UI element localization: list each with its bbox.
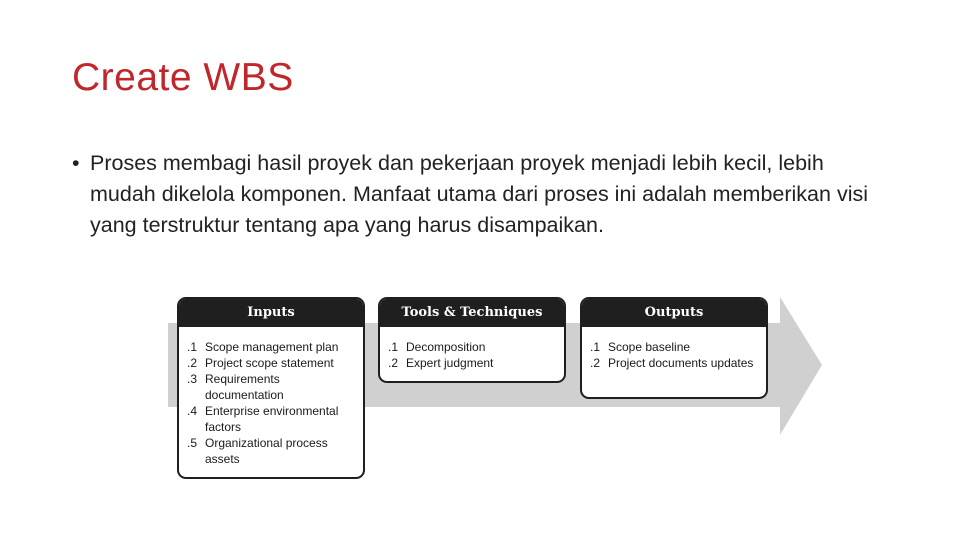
item-label: Organizational process assets [205,436,328,466]
item-label: Project scope statement [205,356,334,370]
tools-list-item [388,339,560,355]
outputs-header: Outputs [582,299,766,327]
inputs-list-item [187,435,359,467]
item-number: .1 [187,340,198,354]
item-number: .3 [187,372,198,386]
item-number: .4 [187,404,198,418]
item-label: Scope management plan [205,340,339,354]
slide-title: Create WBS [72,56,294,99]
item-label: Decomposition [406,340,486,354]
item-number: .2 [388,356,399,370]
tools-techniques-list [380,327,564,377]
item-number: .1 [388,340,399,354]
item-number: .1 [590,340,601,354]
inputs-list-item [187,403,359,435]
outputs-list [582,327,766,377]
item-number: .5 [187,436,198,450]
inputs-list-item [187,339,359,355]
bullet-marker: • [72,151,80,175]
tools-techniques-box [378,297,566,383]
inputs-list-item [187,355,359,371]
tools-techniques-header: Tools & Techniques [380,299,564,327]
inputs-header: Inputs [179,299,363,327]
inputs-list [179,327,363,473]
outputs-list-item [590,339,762,355]
item-label: Expert judgment [406,356,494,370]
inputs-list-item [187,371,359,403]
inputs-box [177,297,365,479]
outputs-list-item [590,355,762,371]
item-number: .2 [590,356,601,370]
item-number: .2 [187,356,198,370]
tools-list-item [388,355,560,371]
bullet-text: Proses membagi hasil proyek dan pekerjaan proyek menjadi lebih kecil, lebih mudah dikelola komponen. Manfaat utama dari proses ini adalah memberikan visi yang terstruktur tentang apa yang harus disampaikan. [90,151,868,237]
outputs-box [580,297,768,399]
item-label: Enterprise environmental factors [205,404,339,434]
item-label: Scope baseline [608,340,691,354]
item-label: Project documents updates [608,356,754,370]
item-label: Requirements documentation [205,372,284,402]
